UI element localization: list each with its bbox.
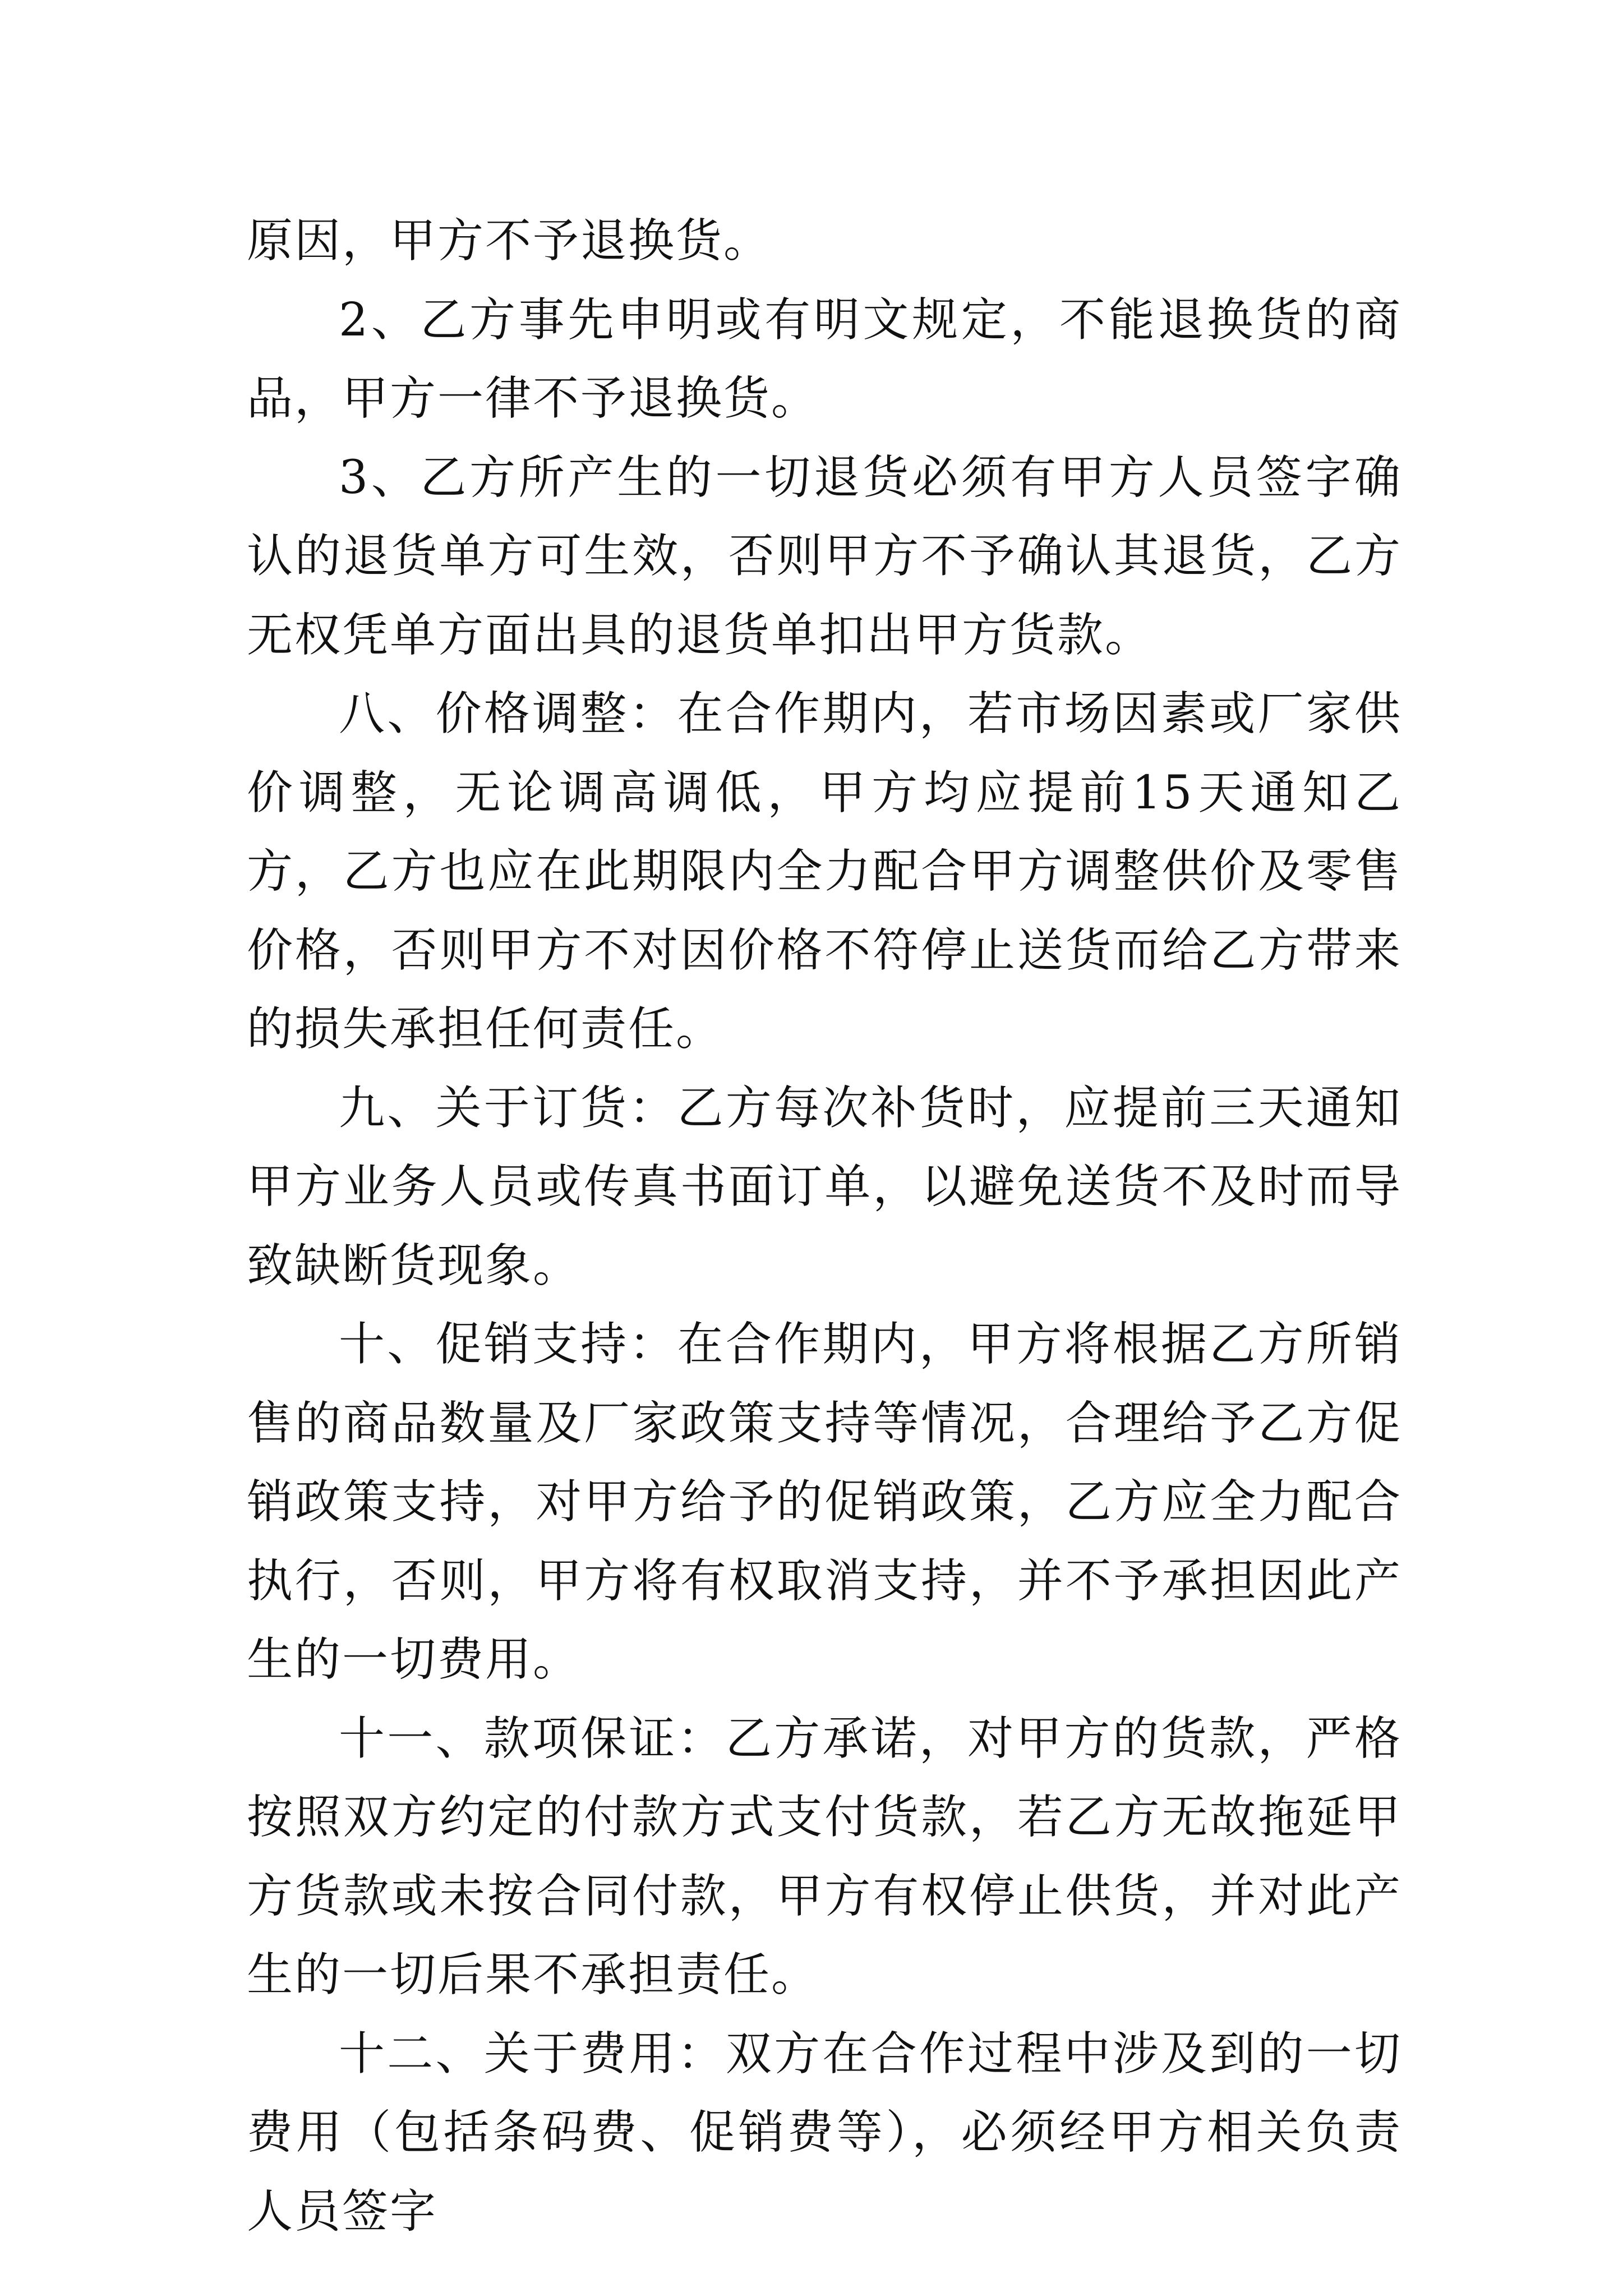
paragraph-fees: 十二、关于费用：双方在合作过程中涉及到的一切费用（包括条码费、促销费等），必须经甲方相关负责人员签字 — [247, 2027, 1402, 2238]
document-body — [247, 202, 1402, 2251]
paragraph-return-reason-cont: 原因，甲方不予退换货。 — [247, 214, 772, 268]
paragraph-promotion-support: 十、促销支持：在合作期内，甲方将根据乙方所销售的商品数量及厂家政策支持等情况，合理给予乙方促销政策支持，对甲方给予的促销政策，乙方应全力配合执行，否则，甲方将有权取消支持，并不予承担因此产生的一切费用。 — [247, 1318, 1402, 1686]
paragraph-clause-2: 2、乙方事先申明或有明文规定，不能退换货的商品，甲方一律不予退换货。 — [247, 293, 1402, 425]
paragraph-clause-3: 3、乙方所产生的一切退货必须有甲方人员签字确认的退货单方可生效，否则甲方不予确认其退货，乙方无权凭单方面出具的退货单扣出甲方货款。 — [247, 450, 1402, 662]
paragraph-ordering: 九、关于订货：乙方每次补货时，应提前三天通知甲方业务人员或传真书面订单，以避免送货不及时而导致缺断货现象。 — [247, 1081, 1402, 1292]
paragraph-payment-guarantee: 十一、款项保证：乙方承诺，对甲方的货款，严格按照双方约定的付款方式支付货款，若乙方无故拖延甲方货款或未按合同付款，甲方有权停止供货，并对此产生的一切后果不承担责任。 — [247, 1711, 1402, 2001]
paragraph-price-adjustment: 八、价格调整：在合作期内，若市场因素或厂家供价调整，无论调高调低，甲方均应提前15天通知乙方，乙方也应在此期限内全力配合甲方调整供价及零售价格，否则甲方不对因价格不符停止送货而给乙方带来的损失承担任何责任。 — [247, 687, 1402, 1056]
